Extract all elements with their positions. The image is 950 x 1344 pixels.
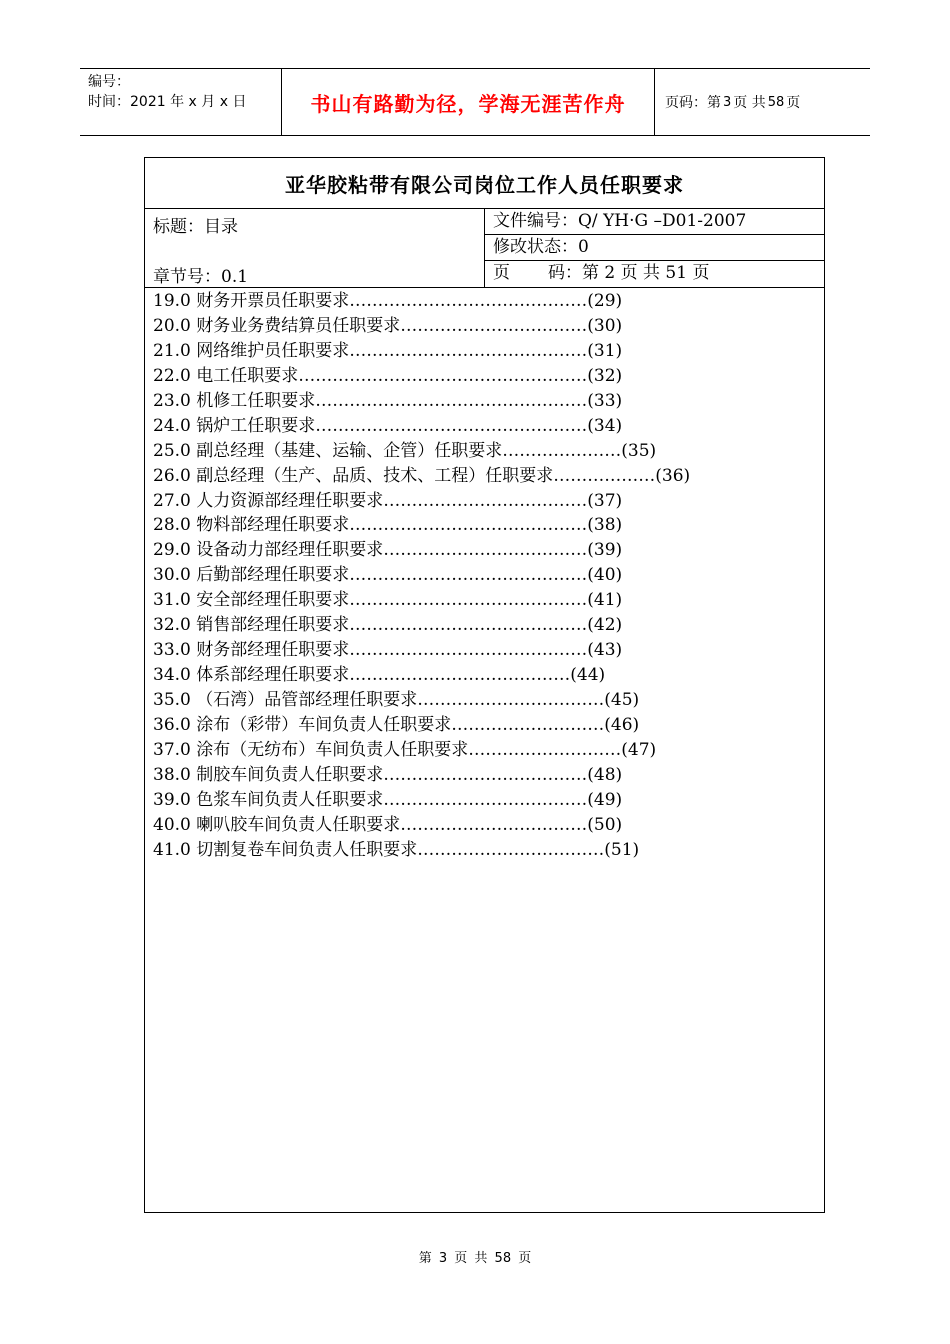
header-page-number bbox=[655, 69, 870, 135]
page-current: 3 bbox=[723, 94, 732, 110]
code-label: 编号： bbox=[88, 74, 130, 90]
toc-entry[interactable]: 22.0 电工任职要求……………………………………………(32) bbox=[153, 365, 623, 386]
toc-entry[interactable]: 39.0 色浆车间负责人任职要求………………………………(49) bbox=[153, 789, 623, 810]
toc-entry[interactable]: 27.0 人力资源部经理任职要求………………………………(37) bbox=[153, 490, 623, 511]
table-of-contents bbox=[153, 289, 820, 863]
form-page-info bbox=[485, 261, 824, 287]
toc-entry[interactable]: 31.0 安全部经理任职要求……………………………………(41) bbox=[153, 590, 623, 611]
page-total: 58 bbox=[767, 94, 785, 110]
form-page-value: 码：第 2 页 共 51 页 bbox=[548, 263, 710, 283]
header-info bbox=[80, 69, 282, 135]
toc-entry[interactable]: 23.0 机修工任职要求…………………………………………(33) bbox=[153, 390, 623, 411]
toc-entry[interactable]: 29.0 设备动力部经理任职要求………………………………(39) bbox=[153, 540, 623, 561]
form-title: 亚华胶粘带有限公司岗位工作人员任职要求 bbox=[145, 158, 824, 209]
form-meta-left bbox=[145, 209, 485, 288]
toc-entry[interactable]: 25.0 副总经理（基建、运输、企管）任职要求…………………(35) bbox=[153, 440, 657, 461]
toc-entry[interactable]: 38.0 制胶车间负责人任职要求………………………………(48) bbox=[153, 764, 623, 785]
toc-entry[interactable]: 24.0 锅炉工任职要求…………………………………………(34) bbox=[153, 415, 623, 436]
page-mid: 页 共 bbox=[733, 95, 766, 111]
toc-entry[interactable]: 20.0 财务业务费结算员任职要求……………………………(30) bbox=[153, 315, 623, 336]
toc-entry[interactable]: 28.0 物料部经理任职要求……………………………………(38) bbox=[153, 515, 623, 536]
form-page-label: 页 bbox=[493, 263, 510, 283]
page-prefix: 页码：第 bbox=[665, 95, 721, 111]
toc-entry[interactable]: 30.0 后勤部经理任职要求……………………………………(40) bbox=[153, 565, 623, 586]
toc-entry[interactable]: 36.0 涂布（彩带）车间负责人任职要求………………………(46) bbox=[153, 714, 640, 735]
form-revision: 修改状态：0 bbox=[485, 235, 824, 261]
form-subject: 标题：目录 bbox=[153, 217, 238, 237]
form-doc-number: 文件编号：Q/ YH·G –D01-2007 bbox=[485, 209, 824, 235]
time-text: 时间：2021 年 x 月 x 日 bbox=[88, 94, 247, 110]
form-chapter: 章节号：0.1 bbox=[153, 267, 249, 287]
page-header bbox=[80, 68, 870, 136]
toc-entry[interactable]: 32.0 销售部经理任职要求……………………………………(42) bbox=[153, 615, 623, 636]
page-footer: 第 3 页 共 58 页 bbox=[418, 1251, 532, 1266]
requirements-form bbox=[144, 157, 825, 1213]
toc-entry[interactable]: 34.0 体系部经理任职要求…………………………………(44) bbox=[153, 665, 606, 686]
toc-entry[interactable]: 37.0 涂布（无纺布）车间负责人任职要求………………………(47) bbox=[153, 739, 657, 760]
toc-entry[interactable]: 41.0 切割复卷车间负责人任职要求……………………………(51) bbox=[153, 839, 640, 860]
toc-entry[interactable]: 26.0 副总经理（生产、品质、技术、工程）任职要求………………(36) bbox=[153, 465, 691, 486]
header-motto: 书山有路勤为径，学海无涯苦作舟 bbox=[282, 69, 655, 135]
toc-entry[interactable]: 35.0 （石湾）品管部经理任职要求……………………………(45) bbox=[153, 690, 640, 710]
page-suffix: 页 bbox=[786, 95, 801, 111]
toc-entry[interactable]: 40.0 喇叭胶车间负责人任职要求……………………………(50) bbox=[153, 814, 623, 835]
form-meta-right bbox=[485, 209, 824, 288]
toc-entry[interactable]: 21.0 网络维护员任职要求……………………………………(31) bbox=[153, 340, 623, 361]
toc-entry[interactable]: 33.0 财务部经理任职要求……………………………………(43) bbox=[153, 640, 623, 661]
toc-entry[interactable]: 19.0 财务开票员任职要求……………………………………(29) bbox=[153, 291, 623, 311]
